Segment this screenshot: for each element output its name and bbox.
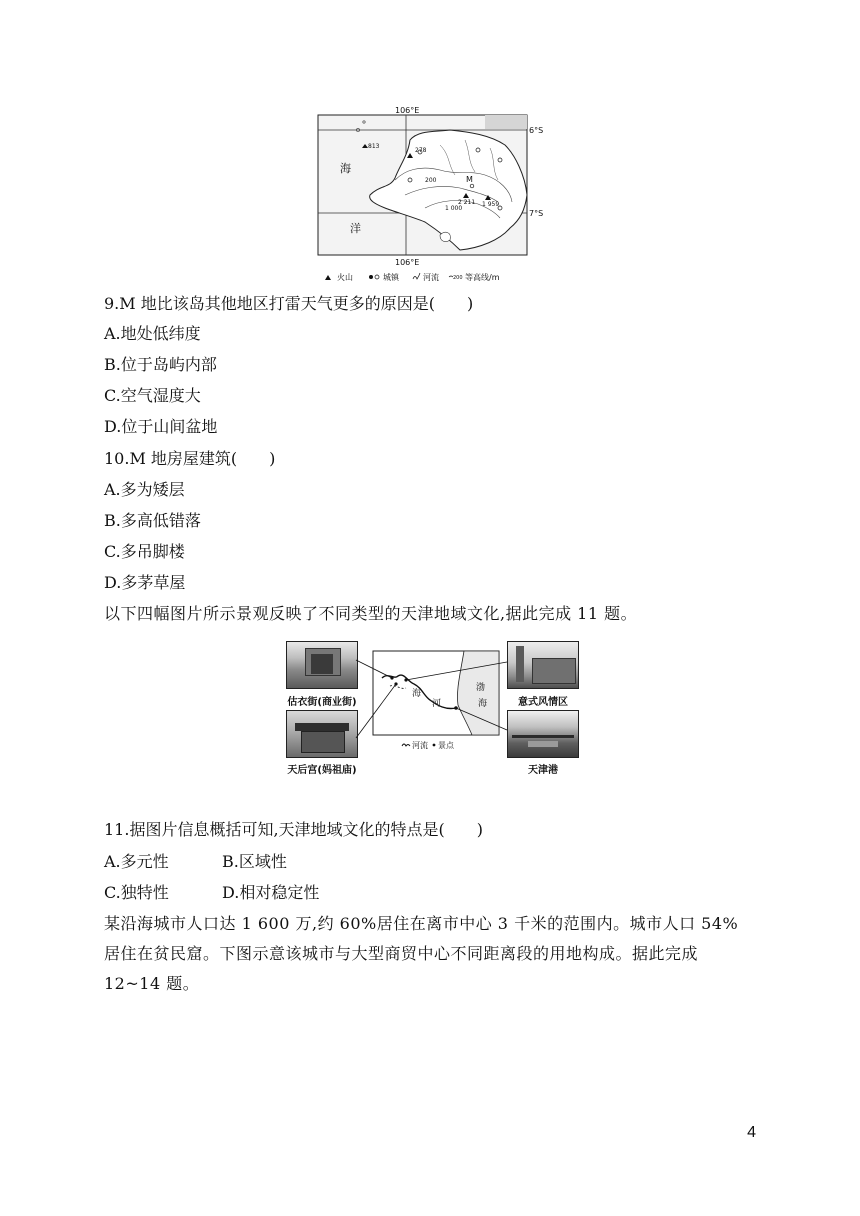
tianjin-culture-figure: [284, 640, 579, 776]
svg-text:河: 河: [432, 699, 442, 709]
lat-label-top: 6°S: [529, 126, 544, 135]
question-11-option-a[interactable]: A.多元性: [104, 852, 169, 871]
question-9-option-c[interactable]: C.空气湿度大: [104, 386, 201, 405]
question-9-option-a[interactable]: A.地处低纬度: [104, 324, 201, 343]
svg-text:景点: 景点: [438, 741, 454, 750]
svg-text:海: 海: [478, 699, 488, 709]
question-9-option-b[interactable]: B.位于岛屿内部: [104, 355, 217, 374]
lon-label-top: 106°E: [395, 106, 420, 115]
svg-text:1 959: 1 959: [482, 201, 500, 208]
question-11-stem: 11.据图片信息概括可知,天津地域文化的特点是( ): [104, 820, 484, 839]
question-10-stem: 10.M 地房屋建筑( ): [104, 449, 276, 468]
svg-text:200: 200: [453, 275, 463, 281]
svg-text:河流: 河流: [423, 273, 439, 282]
svg-text:渤: 渤: [476, 683, 486, 693]
svg-text:河流: 河流: [412, 741, 428, 750]
svg-text:海: 海: [412, 689, 422, 699]
question-11-intro: 以下四幅图片所示景观反映了不同类型的天津地域文化,据此完成 11 题。: [104, 604, 638, 623]
caption-italian-style-area: 意式风情区: [518, 697, 568, 708]
sea-char-2: 洋: [350, 222, 361, 235]
volcano-icon: [325, 275, 331, 280]
question-9-option-d[interactable]: D.位于山间盆地: [104, 417, 218, 436]
question-11-option-b[interactable]: B.区域性: [222, 852, 287, 871]
svg-text:813: 813: [368, 143, 380, 150]
town-icon: [369, 275, 373, 279]
svg-text:火山: 火山: [337, 273, 353, 282]
caption-tianjin-port: 天津港: [528, 765, 558, 776]
question-10-option-b[interactable]: B.多高低错落: [104, 511, 201, 530]
map-legend: [325, 272, 500, 282]
svg-text:等高线/m: 等高线/m: [465, 273, 500, 282]
lat-label-bottom: 7°S: [529, 209, 544, 218]
volcano-island-map: [300, 100, 560, 290]
question-10-option-d[interactable]: D.多茅草屋: [104, 573, 186, 592]
connector-lines: [284, 640, 579, 776]
label-m: M: [466, 175, 473, 184]
svg-text:2 211: 2 211: [458, 199, 476, 206]
caption-tianhou-temple: 天后宫(妈祖庙): [287, 765, 357, 776]
question-12-intro: 某沿海城市人口达 1 600 万,约 60%居住在离市中心 3 千米的范围内。城市人口 54%居住在贫民窟。下图示意该城市与大型商贸中心不同距离段的用地构成。据此完成 12~14 题。: [104, 914, 739, 993]
caption-guyi-street: 估衣街(商业街): [287, 697, 357, 708]
river-icon: [413, 273, 420, 279]
contour-label-1000: 1 000: [445, 205, 463, 212]
question-9-stem: 9.M 地比该岛其他地区打雷天气更多的原因是( ): [104, 294, 474, 313]
svg-text:城镇: 城镇: [383, 273, 399, 282]
page-number: 4: [747, 1124, 756, 1141]
question-10-option-c[interactable]: C.多吊脚楼: [104, 542, 185, 561]
question-10-option-a[interactable]: A.多为矮层: [104, 480, 185, 499]
contour-label-200: 200: [425, 177, 437, 184]
lon-label-bottom: 106°E: [395, 258, 420, 267]
question-11-option-d[interactable]: D.相对稳定性: [222, 883, 320, 902]
sea-char-1: 海: [340, 162, 351, 175]
svg-text:278: 278: [415, 147, 427, 154]
question-11-option-c[interactable]: C.独特性: [104, 883, 169, 902]
